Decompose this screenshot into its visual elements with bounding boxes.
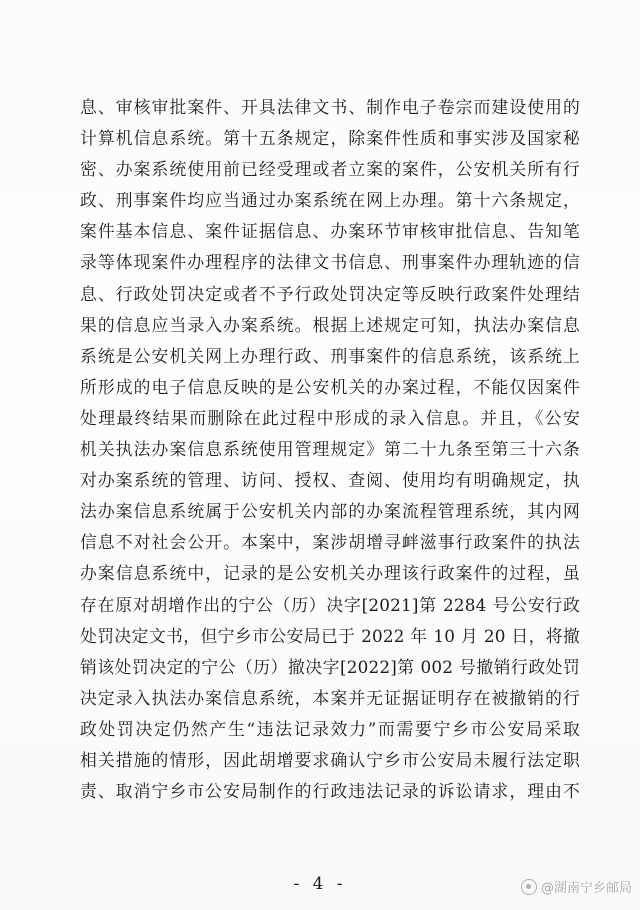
text-line: 决定录入执法办案信息系统，本案并无证据证明存在被撤销的行 [80,687,580,708]
text-line: 销该处罚决定的宁公（历）撤决字[2022]第 002 号撤销行政处罚 [80,656,580,677]
text-line: 密、办案系统使用前已经受理或者立案的案件，公安机关所有行 [80,159,580,180]
text-line: 息、行政处罚决定或者不予行政处罚决定等反映行政案件处理结 [80,283,580,304]
text-line: 案件基本信息、案件证据信息、办案环节审核审批信息、告知笔 [80,221,580,242]
text-line: 责、取消宁乡市公安局制作的行政违法记录的诉讼请求，理由不 [80,781,580,802]
text-line: 对办案系统的管理、访问、授权、查阅、使用均有明确规定，执 [80,470,580,491]
text-line: 所形成的电子信息反映的是公安机关的办案过程，不能仅因案件 [80,376,580,397]
document-body [80,92,580,807]
text-line: 果的信息应当录入办案系统。根据上述规定可知，执法办案信息 [80,314,580,335]
text-line: 法办案信息系统属于公安机关内部的办案流程管理系统，其内网 [80,501,580,522]
text-line: 机关执法办案信息系统使用管理规定》第二十九条至第三十六条 [80,439,580,460]
text-line: 系统是公安机关网上办理行政、刑事案件的信息系统，该系统上 [80,345,580,366]
text-line: 录等体现案件办理程序的法律文书信息、刑事案件办理轨迹的信 [80,252,580,273]
text-line: 处罚决定文书，但宁乡市公安局已于 2022 年 10 月 20 日，将撤 [80,625,580,646]
text-line: 办案信息系统中，记录的是公安机关办理该行政案件的过程，虽 [80,563,580,584]
text-line: 相关措施的情形，因此胡增要求确认宁乡市公安局未履行法定职 [80,749,580,770]
text-line: 信息不对社会公开。本案中，案涉胡增寻衅滋事行政案件的执法 [80,532,580,553]
text-line: 息、审核审批案件、开具法律文书、制作电子卷宗而建设使用的 [80,97,580,117]
text-line: 存在原对胡增作出的宁公（历）决字[2021]第 2284 号公安行政 [80,594,580,615]
page-number: - 4 - [293,874,347,894]
text-line: 处理最终结果而删除在此过程中形成的录入信息。并且，《公安 [80,407,580,428]
text-line: 计算机信息系统。第十五条规定，除案件性质和事实涉及国家秘 [80,128,580,149]
text-line: 政处罚决定仍然产生“违法记录效力”而需要宁乡市公安局采取 [80,718,580,739]
watermark-text: @湖南宁乡邮局 [540,881,632,896]
text-line: 政、刑事案件均应当通过办案系统在网上办理。第十六条规定， [80,190,580,211]
watermark [521,877,632,896]
platform-logo-icon [521,879,537,895]
